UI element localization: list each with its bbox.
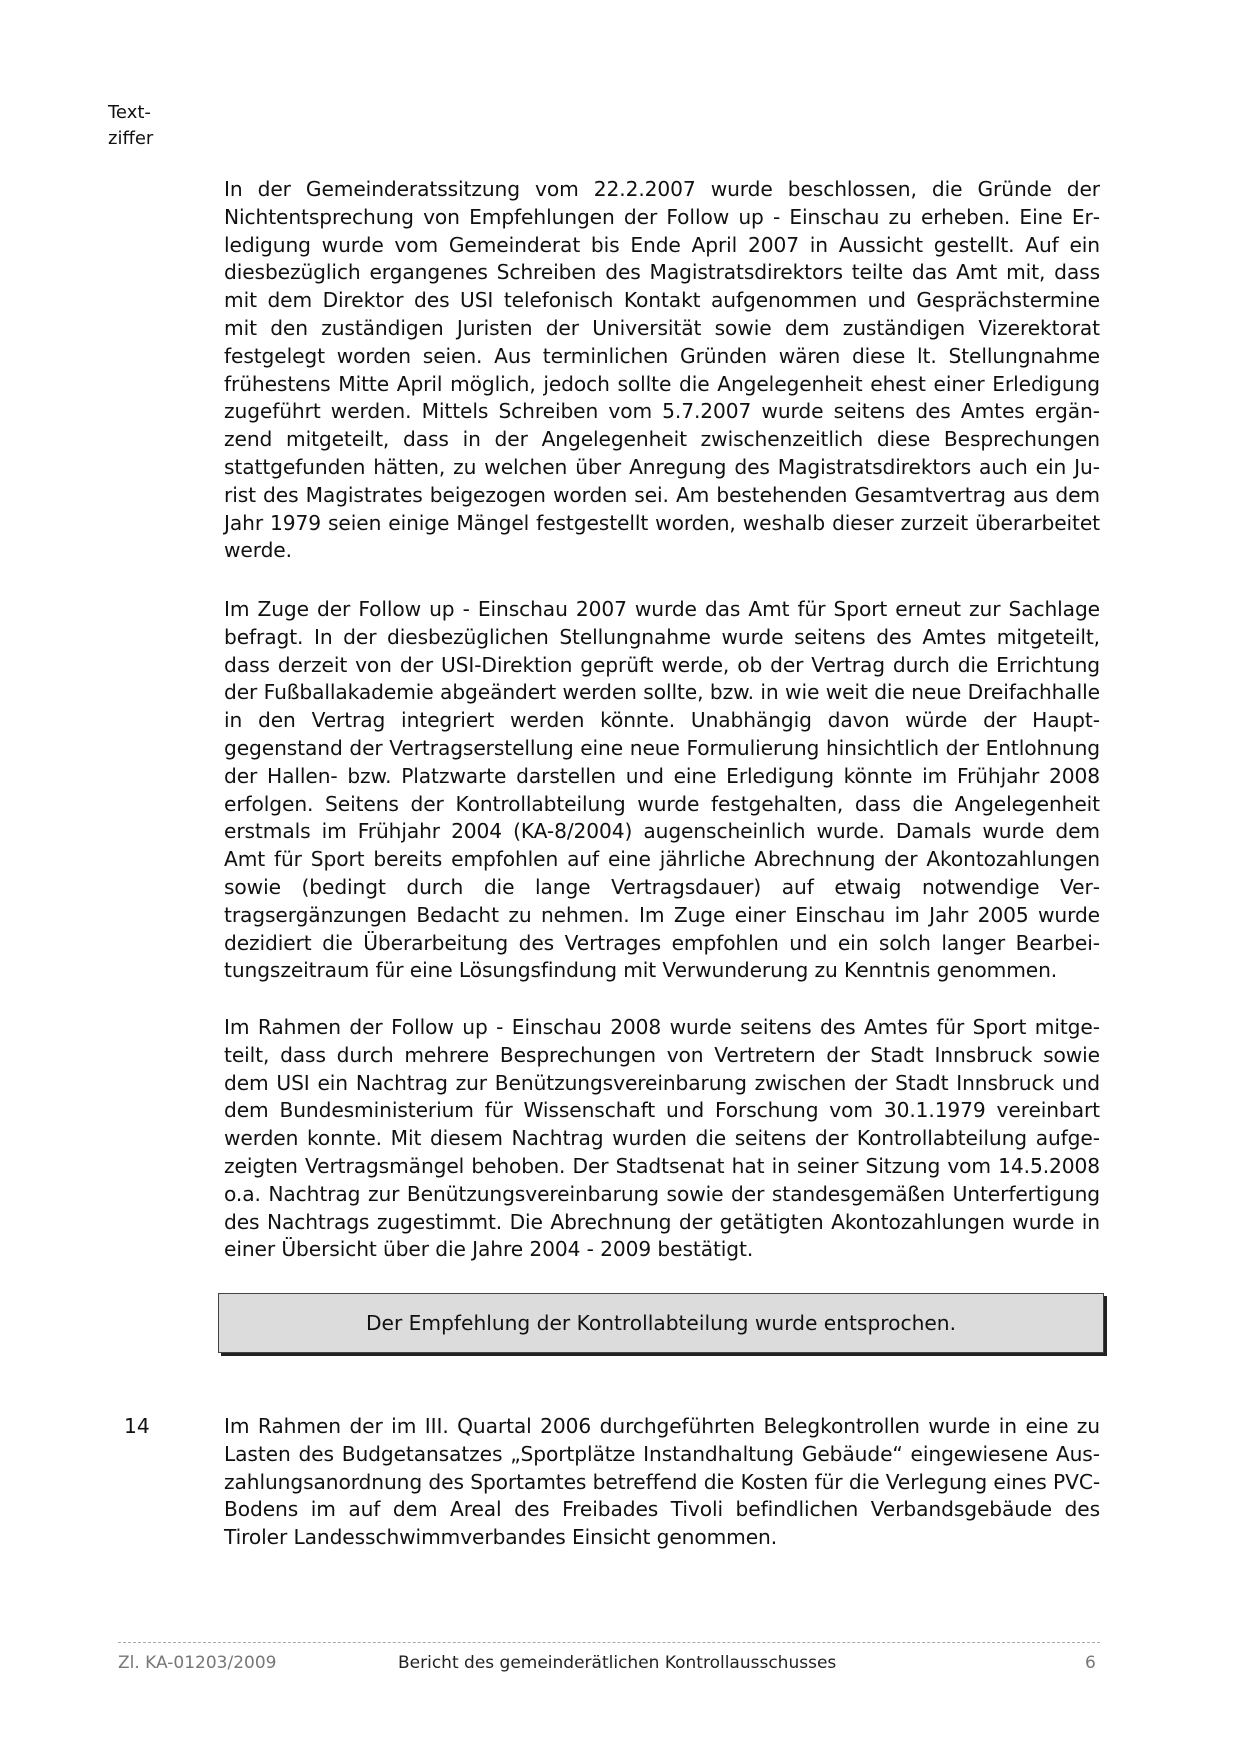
section-14-paragraph: Im Rahmen der im III. Quartal 2006 durchgeführten Belegkontrollen wurde in eine zu Lasten des Budgetansatzes „Sportplätze Instandhaltung Gebäude“ eingewiesene Auszahlungsanordnung des Sportamtes betreffend die Kosten für die Verlegung eines PVC-Bodens im auf dem Areal des Freibades Tivoli befindlichen Verbandsgebäude des Tiroler Landesschwimmverbandes Einsicht genommen.	[224, 1414, 1100, 1550]
textziffer-label-line1: Text-	[108, 102, 151, 123]
recommendation-box	[218, 1293, 1104, 1353]
recommendation-text: Der Empfehlung der Kontrollabteilung wurde entsprochen.	[366, 1311, 956, 1335]
textziffer-number: 14	[124, 1414, 150, 1438]
textziffer-label	[108, 100, 153, 152]
page-number: 6	[1085, 1653, 1096, 1673]
footer-title: Bericht des gemeinderätlichen Kontrollausschusses	[398, 1653, 837, 1673]
body-paragraph-2: Im Zuge der Follow up - Einschau 2007 wurde das Amt für Sport erneut zur Sachlage befragt. In der diesbezüglichen Stellungnahme wurde seitens des Amtes mitgeteilt, dass derzeit von der USI-Direktion geprüft werde, ob der Vertrag durch die Errichtung der Fußballakademie abgeändert werden sollte, bzw. in wie weit die neue Dreifachhalle in den Vertrag integriert werden könnte. Unabhängig davon würde der Hauptgegenstand der Vertragserstellung eine neue Formulierung hinsichtlich der Entlohnung der Hallen- bzw. Platzwarte darstellen und eine Erledigung könnte im Frühjahr 2008 erfolgen. Seitens der Kontrollabteilung wurde festgehalten, dass die Angelegenheit erstmals im Frühjahr 2004 (KA-8/2004) augenscheinlich wurde. Damals wurde dem Amt für Sport bereits empfohlen auf eine jährliche Abrechnung der Akontozahlungen sowie (bedingt durch die lange Vertragsdauer) auf etwaig notwendige Vertragsergänzungen Bedacht zu nehmen. Im Zuge einer Einschau im Jahr 2005 wurde dezidiert die Überarbeitung des Vertrages empfohlen und ein solch langer Bearbeitungszeitraum für eine Lösungsfindung mit Verwunderung zu Kenntnis genommen.	[224, 597, 1100, 983]
body-paragraph-3: Im Rahmen der Follow up - Einschau 2008 wurde seitens des Amtes für Sport mitgeteilt, dass durch mehrere Besprechungen von Vertretern der Stadt Innsbruck sowie dem USI ein Nachtrag zur Benützungsvereinbarung zwischen der Stadt Innsbruck und dem Bundesministerium für Wissenschaft und Forschung vom 30.1.1979 vereinbart werden konnte. Mit diesem Nachtrag wurden die seitens der Kontrollabteilung aufgezeigten Vertragsmängel behoben. Der Stadtsenat hat in seiner Sitzung vom 14.5.2008 o.a. Nachtrag zur Benützungsvereinbarung sowie der standesgemäßen Unterfertigung des Nachtrags zugestimmt. Die Abrechnung der getätigten Akontozahlungen wurde in einer Übersicht über die Jahre 2004 - 2009 bestätigt.	[224, 1015, 1100, 1262]
textziffer-label-line2: ziffer	[108, 128, 154, 149]
footer-divider	[118, 1642, 1100, 1643]
footer-reference: Zl. KA-01203/2009	[118, 1653, 277, 1673]
body-paragraph-1: In der Gemeinderatssitzung vom 22.2.2007 wurde beschlossen, die Gründe der Nichtentsprechung von Empfehlungen der Follow up - Einschau zu erheben. Eine Erledigung wurde vom Gemeinderat bis Ende April 2007 in Aussicht gestellt. Auf ein diesbezüglich ergangenes Schreiben des Magistratsdirektors teilte das Amt mit, dass mit dem Direktor des USI telefonisch Kontakt aufgenommen und Gesprächstermine mit den zuständigen Juristen der Universität sowie dem zuständigen Vizerektorat festgelegt worden seien. Aus terminlichen Gründen wären diese lt. Stellungnahme frühestens Mitte April möglich, jedoch sollte die Angelegenheit ehest einer Erledigung zugeführt werden. Mittels Schreiben vom 5.7.2007 wurde seitens des Amtes ergänzend mitgeteilt, dass in der Angelegenheit zwischenzeitlich diese Besprechungen stattgefunden hätten, zu welchen über Anregung des Magistratsdirektors auch ein Jurist des Magistrates beigezogen worden sei. Am bestehenden Gesamtvertrag aus dem Jahr 1979 seien einige Mängel festgestellt worden, weshalb dieser zurzeit überarbeitet werde.	[224, 177, 1100, 563]
